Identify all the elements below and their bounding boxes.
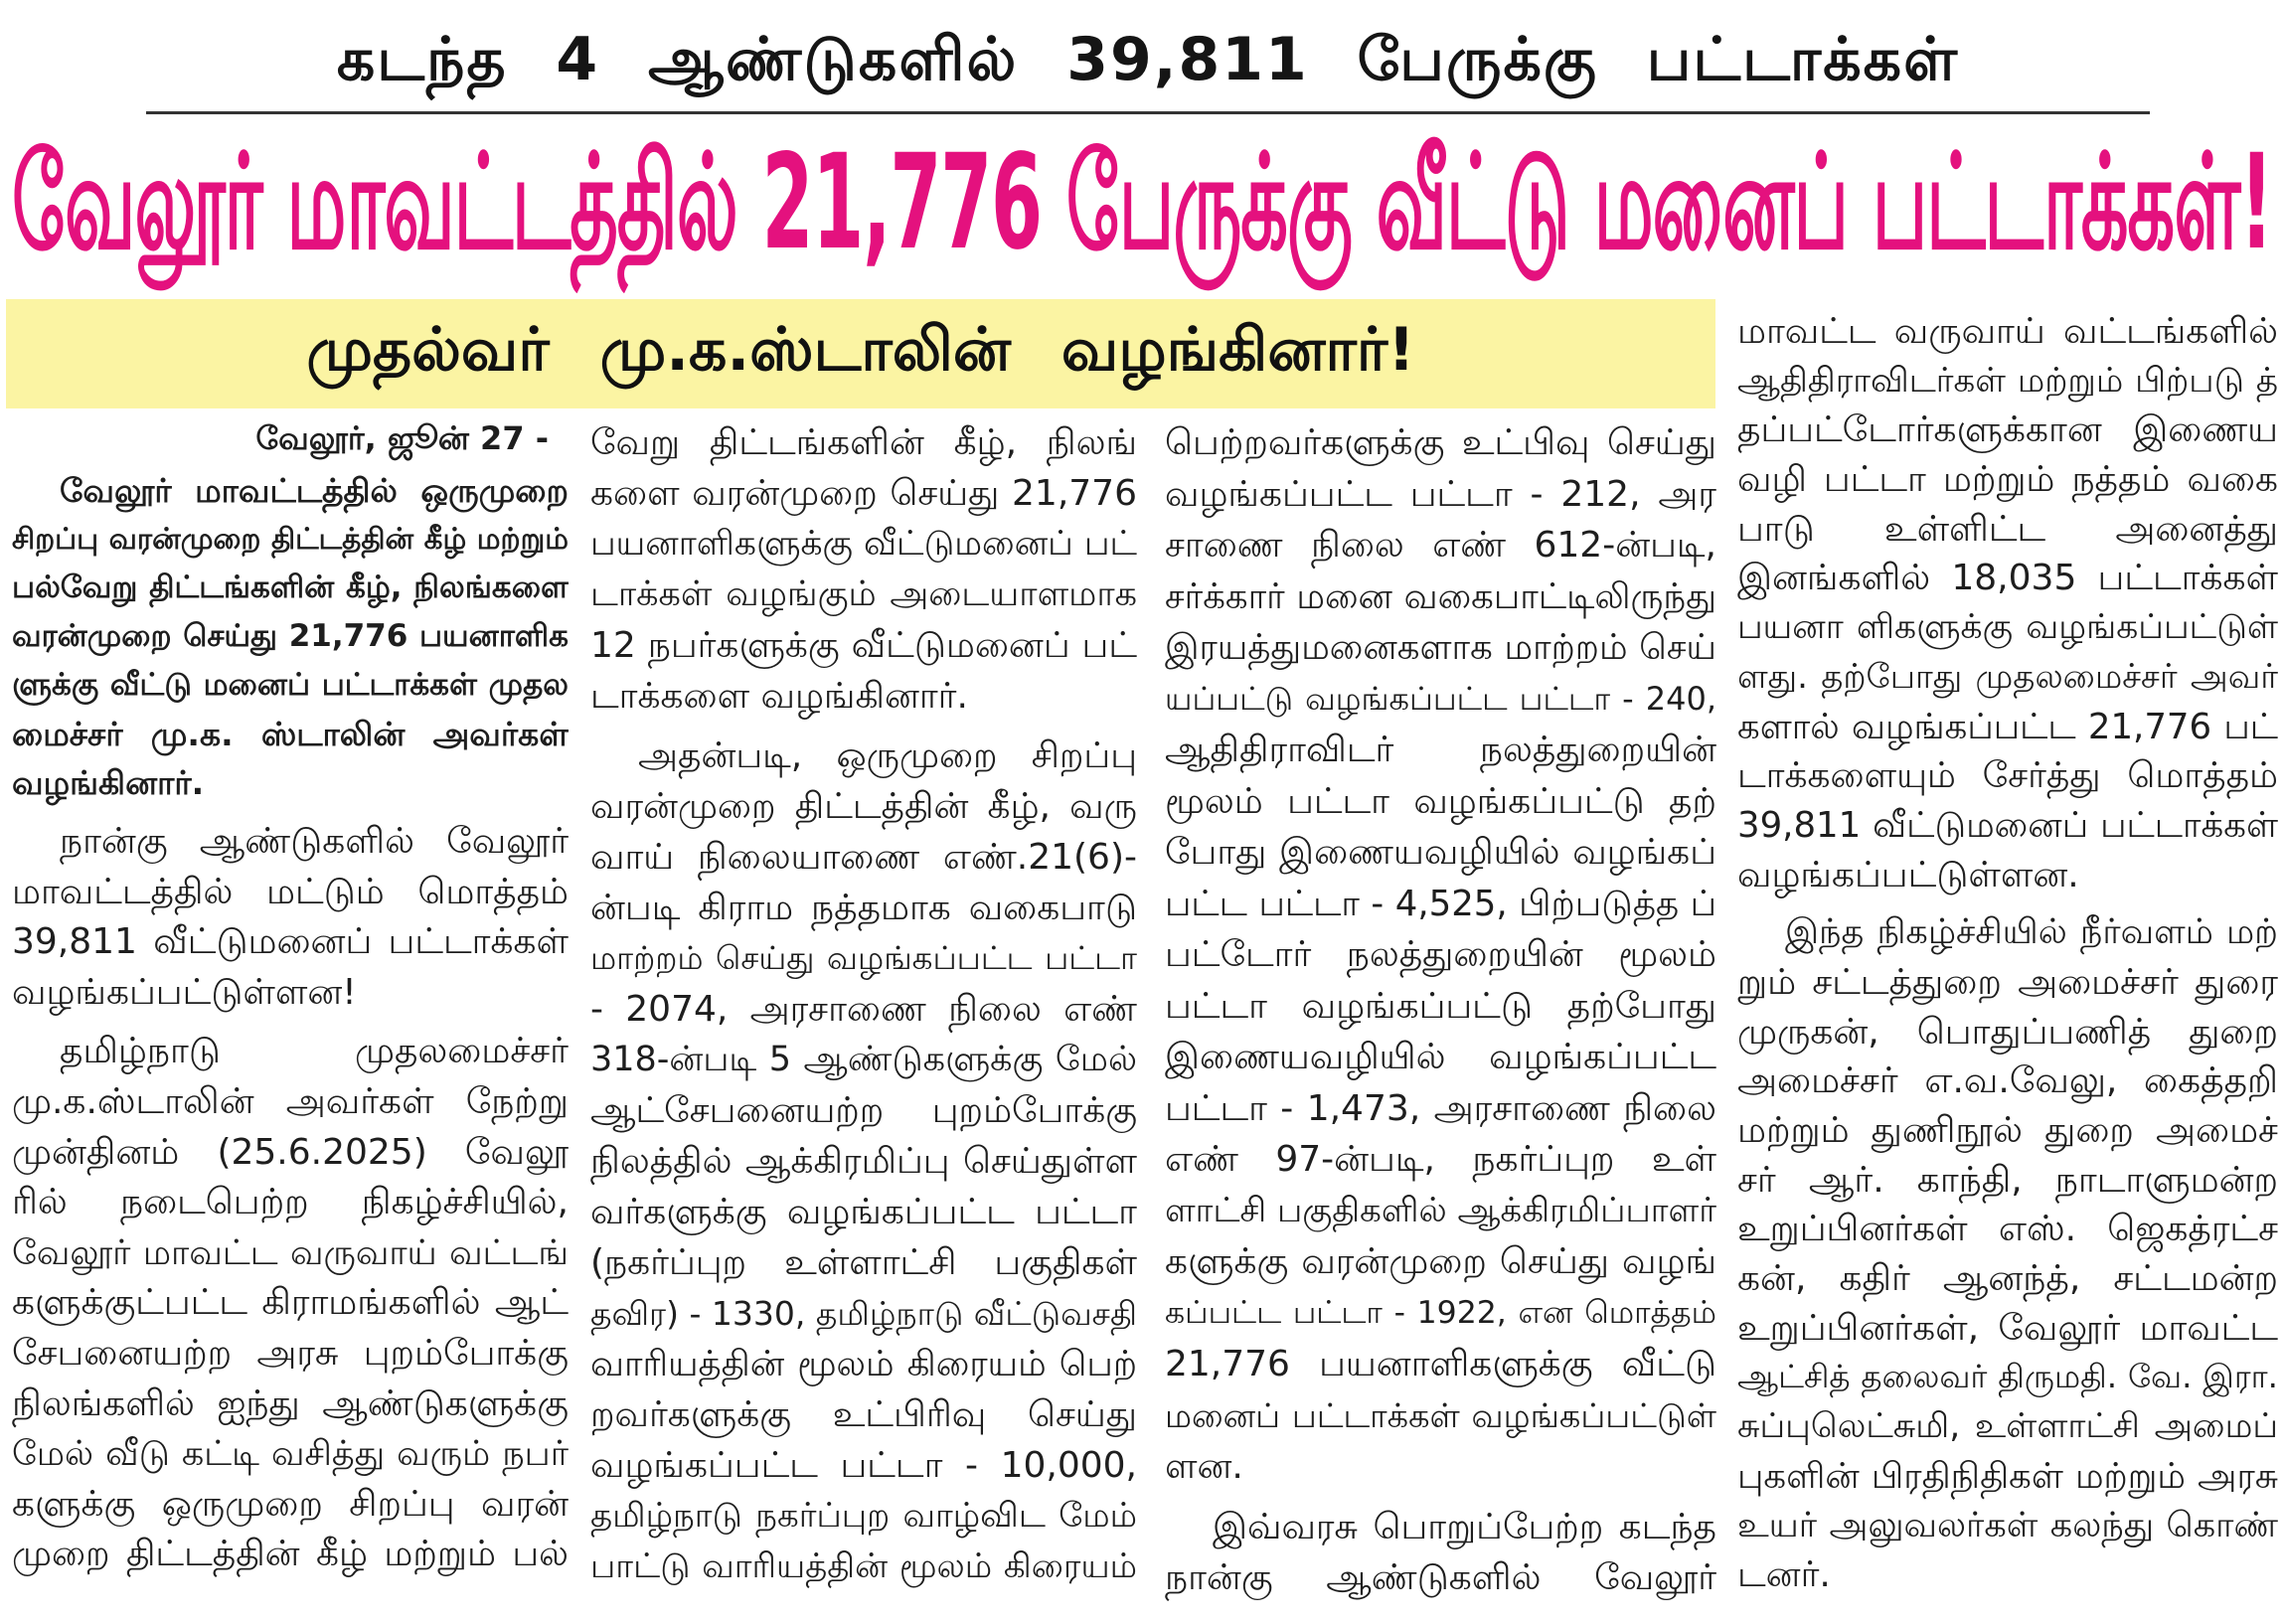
main-headline-text: வேலூர் மாவட்டத்தில் 21,776 பேருக்கு வீட்டு மனைப் பட்டாக்கள்! <box>11 125 2273 279</box>
text-line: முருகன், பொதுப்பணித் துறை <box>1737 1011 2278 1053</box>
text-line: உறுப்பினர்கள் எஸ். ஜெகத்ரட்ச <box>1737 1209 2278 1250</box>
text-line: பயனா ளிகளுக்கு வழங்கப்பட்டுள் <box>1737 607 2278 648</box>
text-line: நிலங்களில் ஐந்து ஆண்டுகளுக்கு <box>12 1382 569 1424</box>
text-line: நான்கு ஆண்டுகளில் வேலூர் <box>60 821 569 862</box>
text-line: வேறு திட்டங்களின் கீழ், நிலங் <box>590 422 1137 463</box>
text-line: 39,811 வீட்டுமனைப் பட்டாக்கள் <box>12 921 569 963</box>
text-line: 318-ன்படி 5 ஆண்டுகளுக்கு மேல் <box>590 1040 1137 1079</box>
text-line: பெற்றவர்களுக்கு உட்பிவு செய்து <box>1165 422 1716 463</box>
text-line: மேல் வீடு கட்டி வசித்து வரும் நபர் <box>12 1434 569 1475</box>
text-line: வாரியத்தின் மூலம் கிரையம் பெற் <box>590 1344 1137 1384</box>
text-line: கப்பட்ட பட்டா - 1922, என மொத்தம் <box>1165 1294 1716 1331</box>
text-line: ஆதிதிராவிடர்கள் மற்றும் பிற்படு த் <box>1737 360 2278 401</box>
text-line: பாட்டு வாரியத்தின் மூலம் கிரையம் <box>590 1546 1137 1586</box>
text-line: இனங்களில் 18,035 பட்டாக்கள் <box>1737 558 2278 599</box>
text-line: இரயத்துமனைகளாக மாற்றம் செய் <box>1165 627 1716 668</box>
text-line: வேலூர் மாவட்டத்தில் ஒருமுறை <box>60 471 569 510</box>
text-line: சிறப்பு வரன்முறை திட்டத்தின் கீழ் மற்றும் <box>12 522 569 556</box>
text-line: தப்பட்டோர்களுக்கான இணைய <box>1737 409 2278 451</box>
text-line: 12 நபர்களுக்கு வீட்டுமனைப் பட் <box>590 625 1137 666</box>
text-line: அமைச்சர் எ.வ.வேலு, கைத்தறி <box>1737 1060 2278 1102</box>
text-line: ரில் நடைபெற்ற நிகழ்ச்சியில், <box>12 1182 569 1223</box>
text-line: வரன்முறை திட்டத்தின் கீழ், வரு <box>590 786 1137 827</box>
text-line: சுப்புலெட்சுமி, உள்ளாட்சி அமைப் <box>1737 1406 2278 1447</box>
text-line: வழங்கப்பட்ட பட்டா - 212, அர <box>1165 473 1716 515</box>
subhead <box>6 299 1715 408</box>
text-line: மூலம் பட்டா வழங்கப்பட்டு தற் <box>1165 780 1716 822</box>
text-line: மனைப் பட்டாக்கள் வழங்கப்பட்டுள் <box>1165 1395 1716 1435</box>
text-line: தவிர) - 1330, தமிழ்நாடு வீட்டுவசதி <box>590 1294 1137 1333</box>
text-line: 39,811 வீட்டுமனைப் பட்டாக்கள் <box>1737 804 2278 846</box>
text-line: வேலூர் மாவட்ட வருவாய் வட்டங் <box>12 1232 569 1273</box>
text-line: பாடு உள்ளிட்ட அனைத்து <box>1737 508 2278 550</box>
text-line: களை வரன்முறை செய்து 21,776 <box>590 473 1137 514</box>
text-line: களுக்கு ஒருமுறை சிறப்பு வரன் <box>12 1483 569 1525</box>
text-line: சர்க்கார் மனை வகைபாட்டிலிருந்து <box>1165 575 1716 617</box>
text-line: மாவட்டத்தில் மட்டும் மொத்தம் <box>12 871 569 912</box>
paragraph <box>12 817 569 1018</box>
kicker-text: கடந்த 4 ஆண்டுகளில் 39,811 பேருக்கு பட்டாக்கள் <box>336 25 1960 94</box>
text-line: உயர் அலுவலர்கள் கலந்து கொண் <box>1737 1505 2278 1545</box>
dateline: வேலூர், ஜூன் 27 - <box>255 419 549 457</box>
text-line: பட்டா வழங்கப்பட்டு தற்போது <box>1165 985 1716 1027</box>
text-line: வழங்கப்பட்டுள்ளன! <box>12 971 357 1013</box>
text-line: வழங்கப்பட்டுள்ளன. <box>1737 854 2079 895</box>
text-line: ளாட்சி பகுதிகளில் ஆக்கிரமிப்பாளர் <box>1165 1190 1716 1230</box>
text-line: பட்டோர் நலத்துறையின் மூலம் <box>1165 934 1716 975</box>
text-line: வழங்கினார். <box>12 763 205 802</box>
text-line: ன்படி கிராம நத்தமாக வகைபாடு <box>590 888 1137 928</box>
text-line: உறுப்பினர்கள், வேலூர் மாவட்ட <box>1737 1307 2278 1349</box>
article-column-1 <box>12 412 569 1580</box>
text-line: முன்தினம் (25.6.2025) வேலூ <box>12 1131 569 1173</box>
kicker-underline <box>146 111 2150 114</box>
text-line: 21,776 பயனாளிகளுக்கு வீட்டு <box>1165 1344 1716 1384</box>
text-line: பல்வேறு திட்டங்களின் கீழ், நிலங்களை <box>12 569 569 605</box>
text-line: டாக்களை வழங்கினார். <box>590 676 968 717</box>
text-line: முறை திட்டத்தின் கீழ் மற்றும் பல் <box>12 1534 569 1575</box>
paragraph <box>1165 1502 1716 1604</box>
text-line: சேபனையற்ற அரசு புறம்போக்கு <box>12 1332 569 1374</box>
text-line: நிலத்தில் ஆக்கிரமிப்பு செய்துள்ள <box>590 1141 1137 1182</box>
text-line: ளன. <box>1165 1446 1243 1487</box>
text-line: ஆட்சித் தலைவர் திருமதி. வே. இரா. <box>1737 1358 2278 1396</box>
text-line: மாற்றம் செய்து வழங்கப்பட்ட பட்டா <box>590 939 1137 977</box>
text-line: இவ்வரசு பொறுப்பேற்ற கடந்த <box>1213 1506 1716 1547</box>
text-line: மைச்சர் மு.க. ஸ்டாலின் அவர்கள் <box>12 715 569 753</box>
text-line: தமிழ்நாடு நகர்ப்புற வாழ்விட மேம் <box>590 1496 1137 1536</box>
text-line: அதன்படி, ஒருமுறை சிறப்பு <box>638 735 1137 776</box>
text-line: சாணை நிலை எண் 612-ன்படி, <box>1165 525 1716 566</box>
text-line: மாவட்ட வருவாய் வட்டங்களில் <box>1737 311 2278 352</box>
text-line: எண் 97-ன்படி, நகர்ப்புற உள் <box>1165 1139 1716 1180</box>
text-line: ஆதிதிராவிடர் நலத்துறையின் <box>1165 730 1716 770</box>
article-column-2 <box>590 417 1137 1592</box>
text-line: களுக்குட்பட்ட கிராமங்களில் ஆட் <box>12 1282 569 1324</box>
text-line: இணையவழியில் வழங்கப்பட்ட <box>1165 1037 1716 1077</box>
paragraph <box>1737 908 2278 1600</box>
text-line: ளது. தற்போது முதலமைச்சர் அவர் <box>1737 656 2278 697</box>
text-line: ளுக்கு வீட்டு மனைப் பட்டாக்கள் முதல <box>12 667 569 703</box>
text-line: நான்கு ஆண்டுகளில் வேலூர் <box>1165 1557 1716 1598</box>
text-line: இந்த நிகழ்ச்சியில் நீர்வளம் மற் <box>1785 912 2278 953</box>
paragraph <box>1737 307 2278 899</box>
text-line: யப்பட்டு வழங்கப்பட்ட பட்டா - 240, <box>1165 679 1716 718</box>
text-line: களுக்கு வரன்முறை செய்து வழங் <box>1165 1241 1716 1282</box>
text-line: டாக்கள் வழங்கும் அடையாளமாக <box>590 574 1137 614</box>
lead-paragraph <box>12 466 569 807</box>
text-line: போது இணையவழியில் வழங்கப் <box>1165 832 1716 873</box>
text-line: வர்களுக்கு வழங்கப்பட்ட பட்டா <box>590 1192 1137 1232</box>
text-line: பட்டா - 1,473, அரசாணை நிலை <box>1165 1087 1716 1129</box>
text-line: வழி பட்டா மற்றும் நத்தம் வகை <box>1737 459 2278 501</box>
text-line: மு.க.ஸ்டாலின் அவர்கள் நேற்று <box>12 1080 569 1122</box>
text-line: டாக்களையும் சேர்த்து மொத்தம் <box>1737 755 2278 797</box>
text-line: தமிழ்நாடு முதலமைச்சர் <box>60 1031 569 1072</box>
text-line: பட்ட பட்டா - 4,525, பிற்படுத்த ப் <box>1165 883 1716 924</box>
text-line: சர் ஆர். காந்தி, நாடாளுமன்ற <box>1737 1159 2278 1201</box>
paragraph <box>590 417 1137 722</box>
text-line: டனர். <box>1737 1554 1831 1596</box>
text-line: கன், கதிர் ஆனந்த், சட்டமன்ற <box>1737 1258 2278 1300</box>
text-line: புகளின் பிரதிநிதிகள் மற்றும் அரசு <box>1737 1455 2278 1497</box>
paragraph <box>1165 417 1716 1493</box>
main-headline <box>8 125 2276 296</box>
subhead-banner <box>6 299 1715 408</box>
text-line: வாய் நிலையாணை எண்.21(6)- <box>590 837 1137 878</box>
text-line: பயனாளிகளுக்கு வீட்டுமனைப் பட் <box>590 524 1137 564</box>
text-line: - 2074, அரசாணை நிலை எண் <box>590 989 1137 1030</box>
paragraph <box>590 731 1137 1592</box>
kicker-headline <box>146 18 2150 109</box>
text-line: களால் வழங்கப்பட்ட 21,776 பட் <box>1737 706 2278 747</box>
text-line: ஆட்சேபனையற்ற புறம்போக்கு <box>590 1090 1137 1131</box>
paragraph <box>12 1027 569 1580</box>
text-line: றும் சட்டத்துறை அமைச்சர் துரை <box>1737 961 2278 1003</box>
text-line: (நகர்ப்புற உள்ளாட்சி பகுதிகள் <box>590 1242 1137 1283</box>
subhead-text: முதல்வர் மு.க.ஸ்டாலின் வழங்கினார்! <box>306 315 1415 385</box>
article-column-4 <box>1737 307 2278 1600</box>
text-line: வரன்முறை செய்து 21,776 பயனாளிக <box>12 618 569 654</box>
text-line: மற்றும் துணிநூல் துறை அமைச் <box>1737 1110 2278 1151</box>
text-line: வழங்கப்பட்ட பட்டா - 10,000, <box>590 1445 1137 1486</box>
article-column-3 <box>1165 417 1716 1604</box>
text-line: றவர்களுக்கு உட்பிரிவு செய்து <box>590 1394 1137 1435</box>
